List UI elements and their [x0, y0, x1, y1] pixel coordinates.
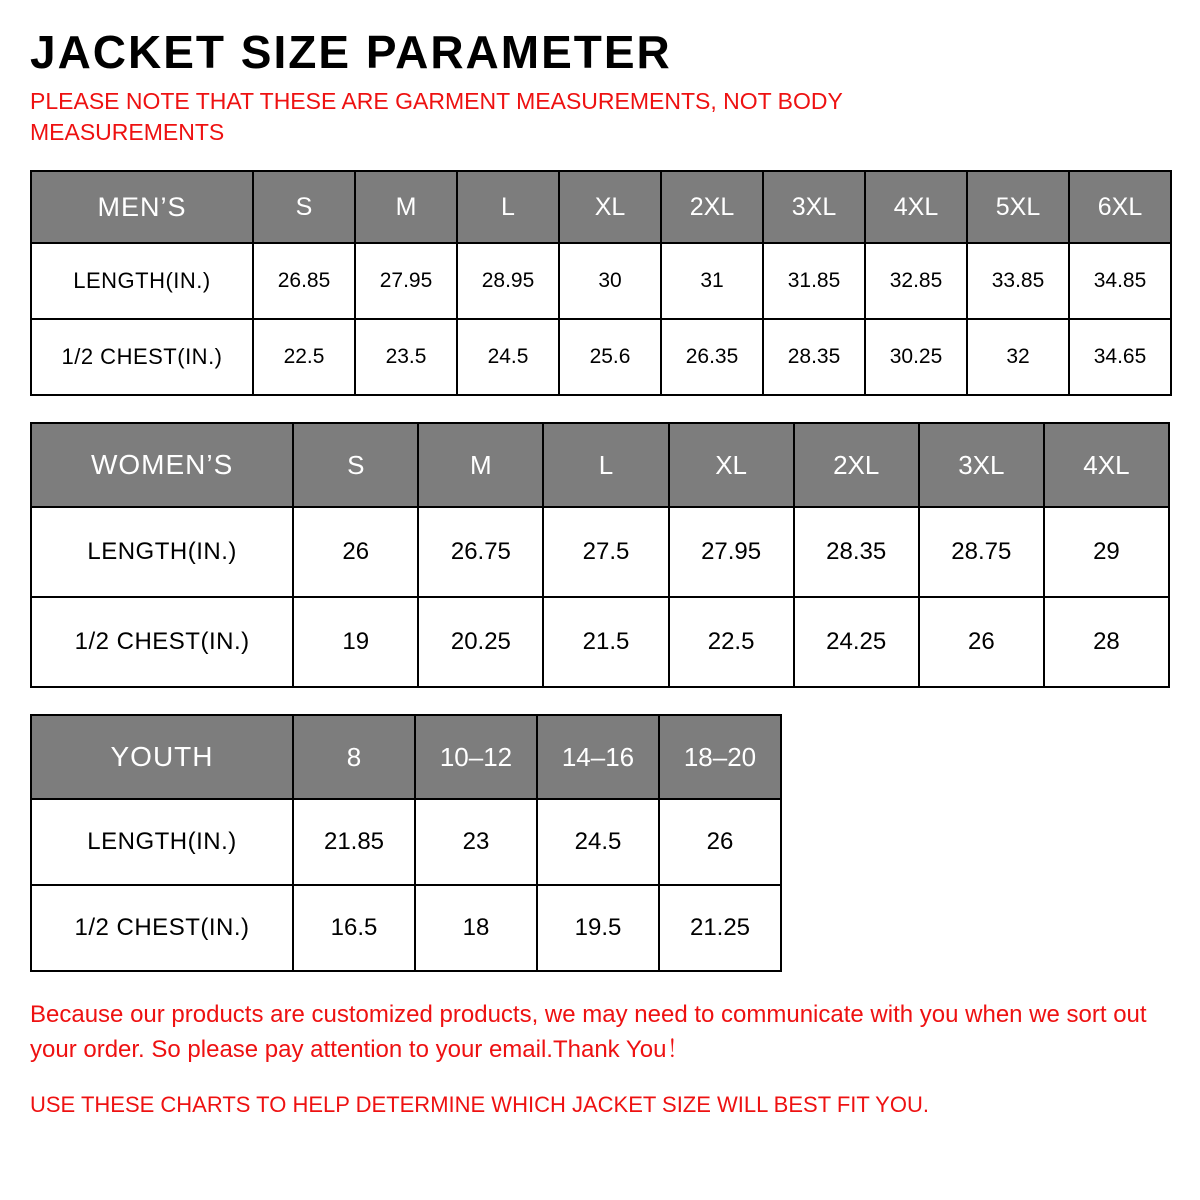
size-header-4xl: 4XL [865, 171, 967, 243]
table-row [31, 243, 1171, 319]
size-header-4xl: 4XL [1044, 423, 1169, 507]
cell-value: 23 [415, 799, 537, 885]
size-header-2xl: 2XL [661, 171, 763, 243]
table-row [31, 507, 1169, 597]
cell-value: 34.85 [1069, 243, 1171, 319]
row-label-half-chest: 1/2 CHEST(IN.) [31, 885, 293, 971]
table-row [31, 319, 1171, 395]
cell-value: 21.25 [659, 885, 781, 971]
cell-value: 31.85 [763, 243, 865, 319]
youth-size-table [30, 714, 782, 972]
cell-value: 26.35 [661, 319, 763, 395]
cell-value: 22.5 [669, 597, 794, 687]
customization-note: Because our products are customized products, we may need to communicate with you when we sort out your order. So please pay attention to your email.Thank You！ [30, 1001, 1147, 1064]
cell-value: 26 [293, 507, 418, 597]
womens-category-label: WOMEN’S [31, 423, 293, 507]
cell-value: 22.5 [253, 319, 355, 395]
cell-value: 32 [967, 319, 1069, 395]
cell-value: 25.6 [559, 319, 661, 395]
cell-value: 27.95 [355, 243, 457, 319]
size-header-3xl: 3XL [919, 423, 1044, 507]
cell-value: 19.5 [537, 885, 659, 971]
size-header-l: L [457, 171, 559, 243]
cell-value: 18 [415, 885, 537, 971]
size-header-3xl: 3XL [763, 171, 865, 243]
table-row [31, 799, 781, 885]
size-header-s: S [293, 423, 418, 507]
cell-value: 23.5 [355, 319, 457, 395]
cell-value: 28 [1044, 597, 1169, 687]
cell-value: 27.5 [543, 507, 668, 597]
cell-value: 24.25 [794, 597, 919, 687]
cell-value: 19 [293, 597, 418, 687]
table-row [31, 597, 1169, 687]
cell-value: 31 [661, 243, 763, 319]
cell-value: 26 [919, 597, 1044, 687]
cell-value: 34.65 [1069, 319, 1171, 395]
cell-value: 28.35 [794, 507, 919, 597]
cell-value: 24.5 [537, 799, 659, 885]
size-header-m: M [355, 171, 457, 243]
size-header-xl: XL [559, 171, 661, 243]
size-header-xl: XL [669, 423, 794, 507]
cell-value: 20.25 [418, 597, 543, 687]
row-label-half-chest: 1/2 CHEST(IN.) [31, 597, 293, 687]
cell-value: 33.85 [967, 243, 1069, 319]
row-label-length: LENGTH(IN.) [31, 799, 293, 885]
cell-value: 30 [559, 243, 661, 319]
cell-value: 26 [659, 799, 781, 885]
cell-value: 26.75 [418, 507, 543, 597]
size-header-6xl: 6XL [1069, 171, 1171, 243]
row-label-half-chest: 1/2 CHEST(IN.) [31, 319, 253, 395]
cell-value: 26.85 [253, 243, 355, 319]
chart-usage-note: USE THESE CHARTS TO HELP DETERMINE WHICH JACKET SIZE WILL BEST FIT YOU. [30, 1091, 929, 1117]
cell-value: 28.35 [763, 319, 865, 395]
cell-value: 16.5 [293, 885, 415, 971]
table-header-row [31, 715, 781, 799]
size-header-8: 8 [293, 715, 415, 799]
row-label-length: LENGTH(IN.) [31, 243, 253, 319]
size-header-l: L [543, 423, 668, 507]
cell-value: 21.5 [543, 597, 668, 687]
size-header-s: S [253, 171, 355, 243]
table-header-row [31, 423, 1169, 507]
row-label-length: LENGTH(IN.) [31, 507, 293, 597]
page-title: JACKET SIZE PARAMETER [30, 26, 672, 78]
size-header-10-12: 10–12 [415, 715, 537, 799]
garment-measurement-note: PLEASE NOTE THAT THESE ARE GARMENT MEASUREMENTS, NOT BODY MEASUREMENTS [30, 88, 843, 146]
size-header-18-20: 18–20 [659, 715, 781, 799]
youth-category-label: YOUTH [31, 715, 293, 799]
cell-value: 27.95 [669, 507, 794, 597]
cell-value: 28.75 [919, 507, 1044, 597]
table-row [31, 885, 781, 971]
mens-size-table [30, 170, 1172, 396]
size-header-m: M [418, 423, 543, 507]
cell-value: 21.85 [293, 799, 415, 885]
cell-value: 24.5 [457, 319, 559, 395]
size-header-14-16: 14–16 [537, 715, 659, 799]
mens-category-label: MEN’S [31, 171, 253, 243]
cell-value: 30.25 [865, 319, 967, 395]
cell-value: 29 [1044, 507, 1169, 597]
size-header-5xl: 5XL [967, 171, 1069, 243]
womens-size-table [30, 422, 1170, 688]
size-header-2xl: 2XL [794, 423, 919, 507]
cell-value: 32.85 [865, 243, 967, 319]
cell-value: 28.95 [457, 243, 559, 319]
table-header-row [31, 171, 1171, 243]
